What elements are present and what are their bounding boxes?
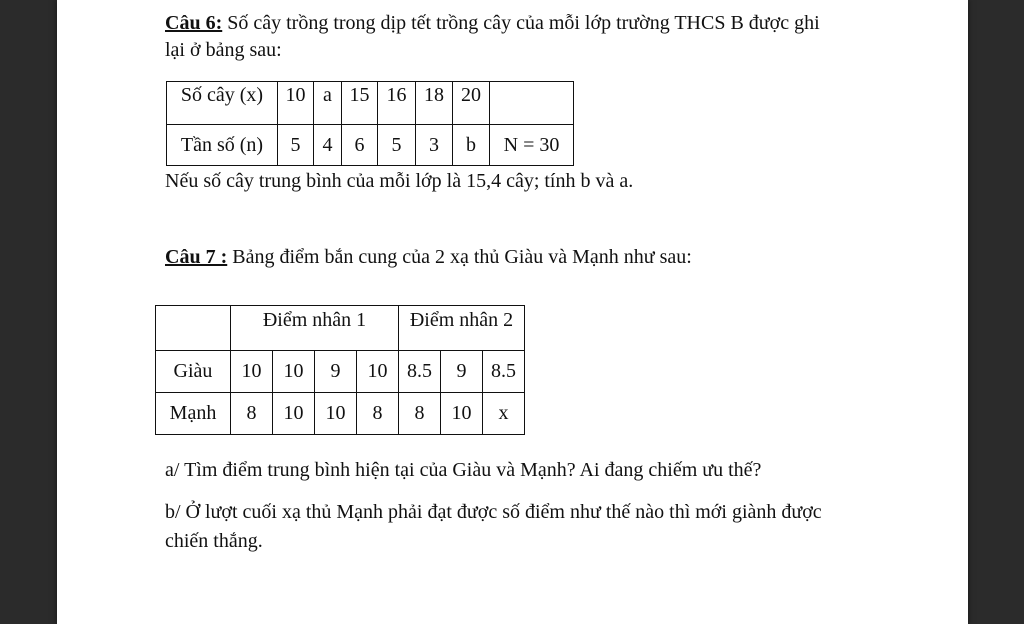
table-cell: Giàu (156, 351, 231, 393)
table-cell: 5 (278, 125, 314, 166)
table-cell: N = 30 (490, 125, 574, 166)
table-row (167, 125, 574, 166)
table-cell (490, 82, 574, 125)
table-cell: a (314, 82, 342, 125)
table-cell: 4 (314, 125, 342, 166)
q6-question: Nếu số cây trung bình của mỗi lớp là 15,4 cây; tính b và a. (165, 170, 634, 192)
table-cell: 15 (342, 82, 378, 125)
table-cell: Tần số (n) (167, 125, 278, 166)
table-cell: 8.5 (399, 351, 441, 393)
table-row (167, 82, 574, 125)
table-cell: 18 (416, 82, 453, 125)
table-cell: 10 (441, 393, 483, 435)
table-header-row (156, 306, 525, 351)
table-cell: 10 (357, 351, 399, 393)
table-header-cell: Điểm nhân 2 (399, 306, 525, 351)
table-cell: x (483, 393, 525, 435)
table-cell: 10 (273, 351, 315, 393)
table-cell: 10 (315, 393, 357, 435)
q7-text: Bảng điểm bắn cung của 2 xạ thủ Giàu và Mạnh như sau: (227, 246, 692, 268)
table-cell: 6 (342, 125, 378, 166)
q7-score-table (155, 305, 525, 435)
q6-text-line1: Số cây trồng trong dịp tết trồng cây của mỗi lớp trường THCS B được ghi (222, 12, 820, 34)
table-cell: 10 (278, 82, 314, 125)
table-cell: 8 (399, 393, 441, 435)
q7-part-b-line1: b/ Ở lượt cuối xạ thủ Mạnh phải đạt được số điểm như thế nào thì mới giành được (165, 501, 822, 523)
table-header-cell: Điểm nhân 1 (231, 306, 399, 351)
table-cell: 16 (378, 82, 416, 125)
q7-part-a: a/ Tìm điểm trung bình hiện tại của Giàu và Mạnh? Ai đang chiếm ưu thế? (165, 459, 762, 481)
q7-line1 (165, 244, 692, 270)
table-cell: 5 (378, 125, 416, 166)
table-cell: Số cây (x) (167, 82, 278, 125)
table-cell: b (453, 125, 490, 166)
table-cell: 10 (273, 393, 315, 435)
q6-line1 (165, 10, 820, 36)
table-row (156, 393, 525, 435)
table-cell: 3 (416, 125, 453, 166)
q6-frequency-table (166, 81, 574, 166)
q6-label: Câu 6: (165, 12, 223, 34)
table-cell: 9 (315, 351, 357, 393)
table-cell: Mạnh (156, 393, 231, 435)
document-page (57, 0, 968, 624)
table-cell: 20 (453, 82, 490, 125)
table-cell: 10 (231, 351, 273, 393)
table-cell: 8 (357, 393, 399, 435)
table-cell: 8.5 (483, 351, 525, 393)
table-cell (156, 306, 231, 351)
table-cell: 8 (231, 393, 273, 435)
table-row (156, 351, 525, 393)
table-cell: 9 (441, 351, 483, 393)
q7-part-b-line2: chiến thắng. (165, 530, 263, 552)
q7-label: Câu 7 : (165, 246, 228, 268)
q6-text-line2: lại ở bảng sau: (165, 39, 282, 61)
